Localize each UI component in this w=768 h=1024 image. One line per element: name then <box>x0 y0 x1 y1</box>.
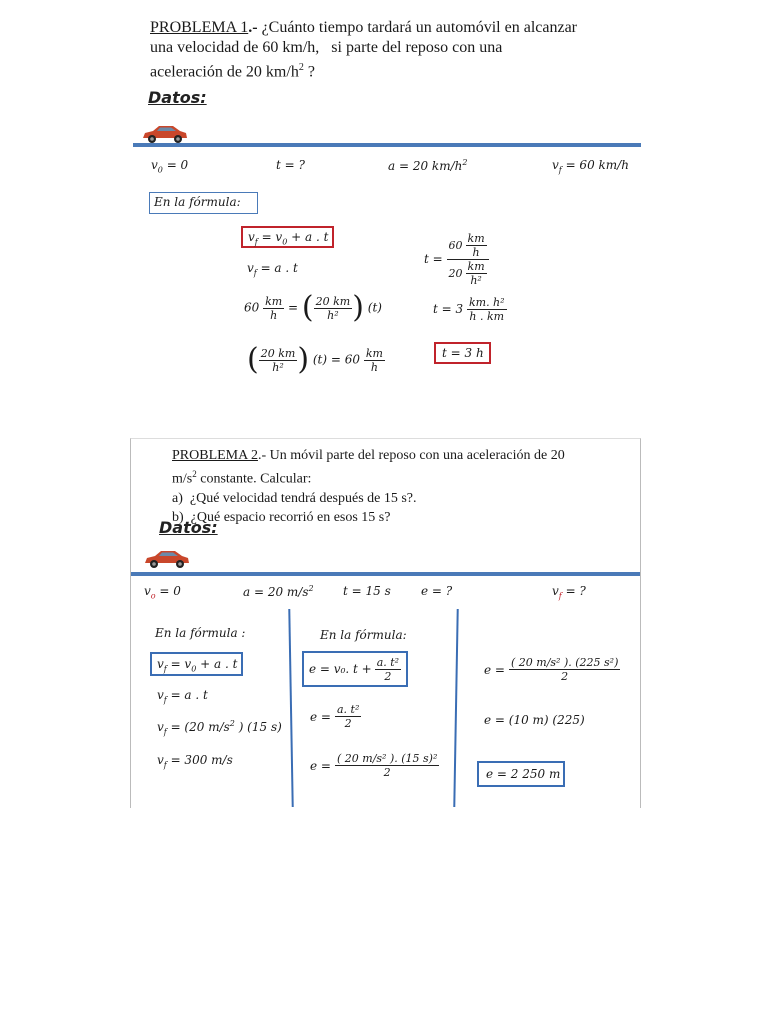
p2-col3-eq2: e = (10 m) (225) <box>484 713 585 727</box>
problem2-statement: PROBLEMA 2.- Un móvil parte del reposo con una aceleración de 20 $m/s^2$ constante. Calcular: a) ¿Qué velocidad tendrá después de 15 s?. b) ¿Qué espacio recorrió en esos 15 s? <box>172 446 612 527</box>
p2-col3-eq1: e = $\frac{\text{( 20 m/s² ). (225 s²)}}{2}$ <box>484 656 619 683</box>
p2-var-a: a = 20 $m/s^2$ <box>243 584 314 599</box>
p2-col2-label: En la fórmula: <box>320 628 407 642</box>
p2-col1-label: En la fórmula : <box>155 626 246 640</box>
p1-var-a: a = 20 $km/h^2$ <box>388 158 468 173</box>
car-icon <box>142 548 192 570</box>
problem2-datos-heading: Datos: <box>159 518 218 537</box>
p2-var-e: e = ? <box>421 584 453 598</box>
p1-var-t: t = ? <box>276 158 305 172</box>
p2-col2-eq3: e = $\frac{\text{( 20 m/s² ). (15 s)²}}{2}$ <box>310 752 438 779</box>
p2-col1-eq1: $v_f = v_0 + a$ . t <box>150 652 243 676</box>
problem1-statement <box>150 18 594 82</box>
p2-var-t: t = 15 s <box>343 584 391 598</box>
p1-eq1: $v_f = v_0 + a$ . t <box>241 226 334 248</box>
problem1-datos-heading: Datos: <box>148 88 207 107</box>
p2-col2-eq2: e = $\frac{\text{a. t²}}{2}$ <box>310 703 360 730</box>
p1-var-v0: $v_0 = 0$ <box>151 158 189 175</box>
p2-col1-eq4: $v_f = 300$ m/s <box>157 753 233 770</box>
problem1-title: PROBLEMA 1 <box>150 19 249 36</box>
problem2-divider <box>131 572 640 576</box>
p2-col1-eq3: $v_f = (20$ $m/s^2$ ) (15 s) <box>157 719 282 737</box>
car-icon <box>140 123 190 145</box>
problem1-line2: una velocidad de 60 km/h, si parte del reposo con una <box>150 39 503 56</box>
p1-var-vf: $v_f = 60$ km/h <box>552 158 629 175</box>
p2-col1-eq2: $v_f = a$ . t <box>157 688 208 705</box>
problem1-line3: aceleración de 20 $km/h^2$ ? <box>150 62 315 81</box>
problem1-line1: PROBLEMA 1.- ¿Cuánto tiempo tardará un automóvil en alcanzar <box>150 19 578 36</box>
p1-result: t = 3 h <box>434 342 491 364</box>
problem2-question-b: b) ¿Qué espacio recorrió en esos 15 s? <box>172 509 391 525</box>
p2-col2-eq1: e = v₀. t + $\frac{\text{a. t²}}{2}$ <box>302 651 408 687</box>
p1-eq3: 60 $\frac{km}{h}$ = ( $\frac{20 km}{\text{h²}}$ ) (t) <box>244 290 382 325</box>
problem2-question-a: a) ¿Qué velocidad tendrá después de 15 s?. <box>172 490 417 506</box>
p2-col3-result: e = 2 250 m <box>477 761 565 787</box>
problem2-title: PROBLEMA 2 <box>172 448 258 463</box>
p2-var-v0: $v_o = 0$ <box>144 584 181 601</box>
p1-eq4: ( $\frac{20 km}{\text{h²}}$ ) (t) = 60 $\frac{km}{h}$ <box>247 342 383 377</box>
p2-var-vf: $v_f$ = ? <box>552 584 586 601</box>
p1-formula-label: En la fórmula: <box>149 192 258 214</box>
p1-eq2: $v_f = a$ . t <box>247 261 298 278</box>
p1-t-formula: t = 60 $\frac{km}{h}$ 20 $\frac{km}{\text{h²}}$ <box>424 232 489 287</box>
p1-t-simplified: t = 3 $\frac{\text{km. h²}}{h . km}$ <box>433 296 505 323</box>
problem1-divider <box>133 143 641 147</box>
